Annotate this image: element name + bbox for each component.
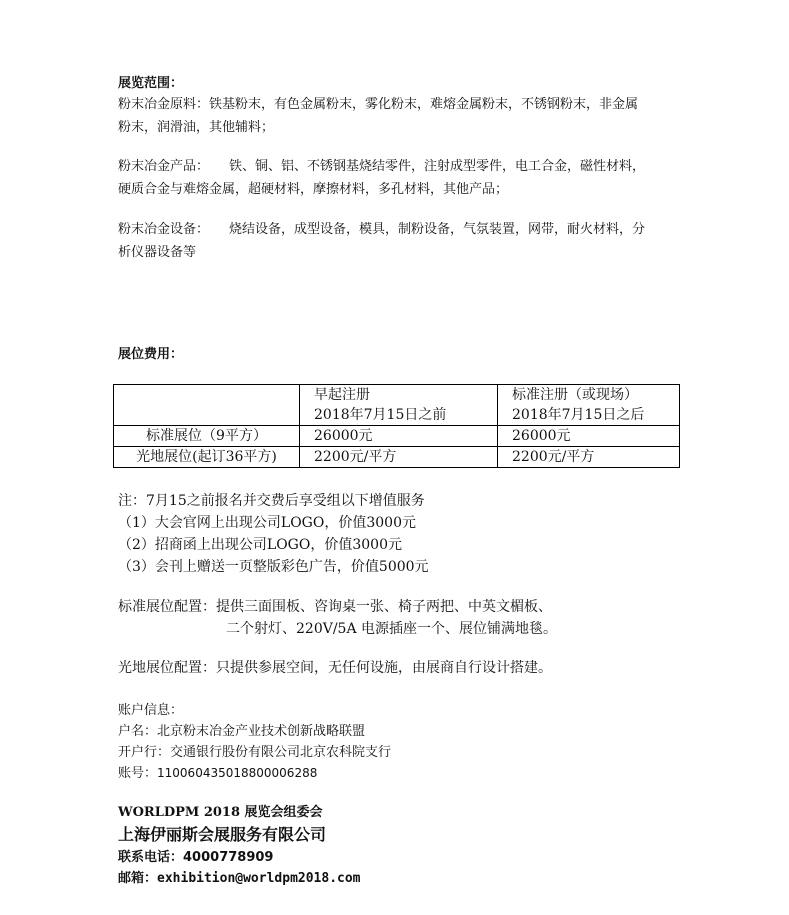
- organizing-committee: WORLDPM 2018 展览会组委会: [118, 805, 323, 820]
- raw-materials-line-2: 粉末，润滑油，其他辅料；: [118, 120, 275, 135]
- phone-number: 4000778909: [183, 850, 274, 865]
- early-price-cell: 2200元/平方: [300, 447, 498, 468]
- note-item: （3）会刊上赠送一页整版彩色广告，价值5000元: [118, 559, 429, 575]
- account-name: 北京粉末冶金产业技术创新战略联盟: [157, 724, 366, 739]
- floor-space-config: 光地展位配置：只提供参展空间，无任何设施，由展商自行设计搭建。: [118, 660, 552, 676]
- standard-registration-date: 2018年7月15日之后: [512, 407, 645, 423]
- standard-registration-header: [498, 385, 680, 426]
- scope-heading: 展览范围：: [118, 76, 184, 91]
- account-heading: 账户信息：: [118, 703, 184, 718]
- equipment-label: 粉末冶金设备：: [118, 222, 210, 237]
- table-row: [114, 447, 680, 468]
- equipment-line-2: 析仪器设备等: [118, 245, 197, 260]
- fee-table: [113, 384, 680, 468]
- standard-config-line-2: 二个射灯、220V/5A 电源插座一个、展位铺满地毯。: [226, 621, 558, 637]
- account-number-label: 账号：: [118, 766, 158, 781]
- note-item: （1）大会官网上出现公司LOGO，价值3000元: [118, 515, 416, 531]
- note-intro: 注：7月15之前报名并交费后享受组以下增值服务: [118, 493, 425, 509]
- standard-price-cell: 26000元: [498, 426, 680, 447]
- company-name: 上海伊丽斯会展服务有限公司: [118, 825, 327, 844]
- email-address: exhibition@worldpm2018.com: [157, 871, 361, 886]
- email-label: 邮箱：: [118, 871, 158, 886]
- early-registration-title: 早起注册: [314, 387, 370, 403]
- standard-booth-config: [118, 596, 557, 640]
- scope-equipment: [118, 218, 678, 264]
- table-row: [114, 426, 680, 447]
- products-line-2: 硬质合金与难熔金属，超硬材料，摩擦材料，多孔材料，其他产品；: [118, 182, 509, 197]
- note-item: （2）招商函上出现公司LOGO，价值3000元: [118, 537, 402, 553]
- contact-phone: [118, 847, 273, 868]
- standard-registration-title: 标准注册（或现场）: [512, 387, 638, 403]
- booth-type-cell: 光地展位(起订36平方): [114, 447, 300, 468]
- standard-config-line-1: 标准展位配置：提供三面围板、咨询桌一张、椅子两把、中英文楣板、: [118, 599, 552, 615]
- bank-label: 开户行：: [118, 745, 171, 760]
- header-empty-cell: [114, 385, 300, 426]
- value-added-note: [118, 490, 429, 578]
- booth-type-cell: 标准展位（9平方）: [114, 426, 300, 447]
- early-registration-header: [300, 385, 498, 426]
- raw-materials-line-1: 粉末冶金原料：铁基粉末，有色金属粉末，雾化粉末，难熔金属粉末，不锈钢粉末，非金属: [118, 97, 639, 112]
- products-label: 粉末冶金产品：: [118, 159, 210, 174]
- account-number: 110060435018800006288: [157, 766, 318, 780]
- early-registration-date: 2018年7月15日之前: [314, 407, 447, 423]
- standard-price-cell: 2200元/平方: [498, 447, 680, 468]
- fees-heading: 展位费用：: [118, 347, 184, 362]
- products-line-1: 铁、铜、铝、不锈钢基烧结零件，注射成型零件，电工合金，磁性材料，: [229, 159, 646, 174]
- bank-name: 交通银行股份有限公司北京农科院支行: [170, 745, 392, 760]
- scope-raw-materials: [118, 93, 678, 139]
- scope-products: [118, 155, 678, 201]
- equipment-line-1: 烧结设备，成型设备，模具，制粉设备，气氛装置，网带，耐火材料，分: [229, 222, 646, 237]
- early-price-cell: 26000元: [300, 426, 498, 447]
- fee-table-header-row: [114, 385, 680, 426]
- account-name-label: 户名：: [118, 724, 158, 739]
- phone-label: 联系电话：: [118, 850, 184, 865]
- contact-email: [118, 868, 361, 889]
- account-info: [118, 700, 391, 784]
